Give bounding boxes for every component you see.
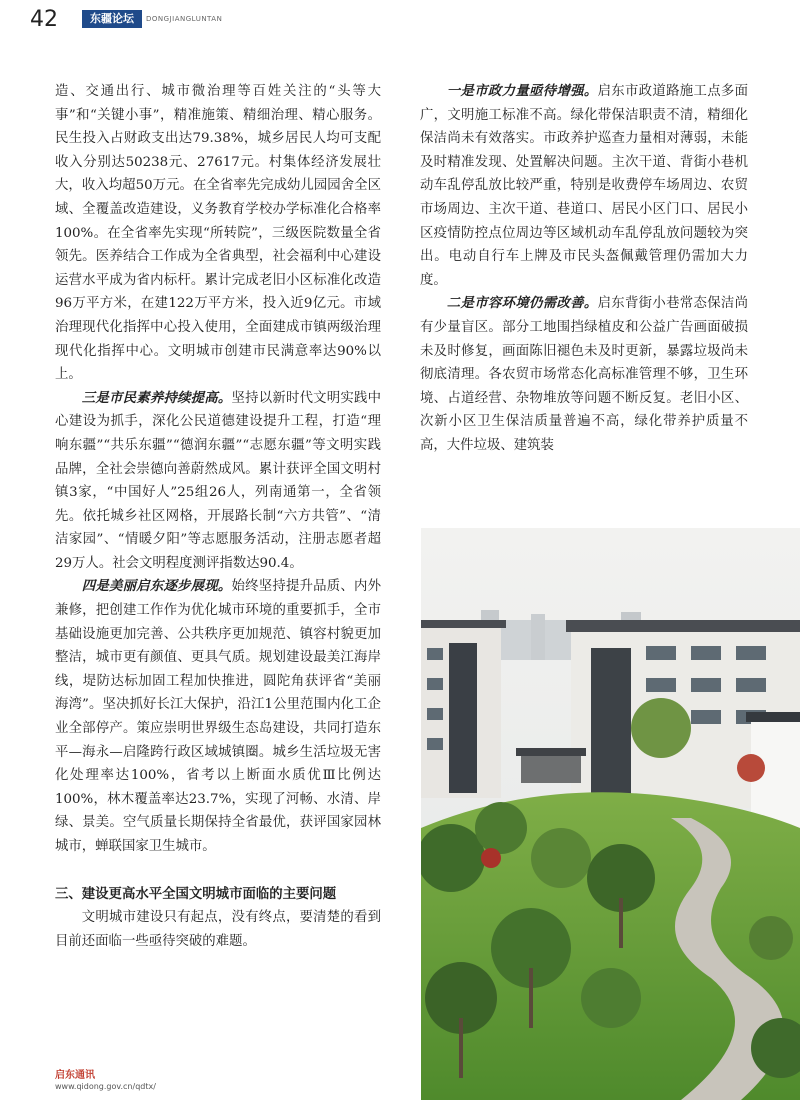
- park-residential-photo: [421, 528, 800, 1100]
- column-title-badge: 东疆论坛: [82, 10, 142, 28]
- paragraph-lead: 一是市政力量亟待增强。: [446, 84, 598, 99]
- paragraph-body: 坚持以新时代文明实践中心建设为抓手，深化公民道德建设提升工程，打造“理响东疆”“共乐东疆”“德润东疆”“志愿东疆”等文明实践品牌，全社会崇德向善蔚然成风。累计获评全国文明村镇3家，“中国好人”25组26人，列南通第一，全省领先。依托城乡社区网格，开展路长制“六方共管”、“清洁家园”、“情暖夕阳”等志愿服务活动，注册志愿者超29万人。社会文明程度测评指数达90.4。: [55, 390, 382, 571]
- page-number: 42: [30, 6, 58, 32]
- page-footer: [55, 1066, 156, 1091]
- footer-url: www.qidong.gov.cn/qdtx/: [55, 1082, 156, 1091]
- paragraph: [420, 292, 748, 457]
- paragraph: [420, 80, 748, 292]
- paragraph-lead: 四是美丽启东逐步展现。: [81, 579, 232, 595]
- page-header: [30, 6, 222, 32]
- left-text-column: [55, 80, 381, 953]
- paragraph: 文明城市建设只有起点，没有终点，要清楚的看到目前还面临一些亟待突破的难题。: [55, 910, 381, 949]
- right-text-column: [420, 80, 748, 458]
- section-heading: 三、建设更高水平全国文明城市面临的主要问题: [55, 886, 337, 902]
- paragraph: [55, 387, 381, 576]
- paragraph-lead: 三是市民素养持续提高。: [81, 390, 232, 406]
- paragraph-body: 始终坚持提升品质、内外兼修，把创建工作作为优化城市环境的重要抓手，全市基础设施更加完善、公共秩序更加规范、镇容村貌更加整洁，城市更有颜值、更具气质。规划建设最美江海岸线，堤防达标加固工程加快推进，圆陀角获评省“美丽海湾”。坚决抓好长江大保护，沿江1公里范围内化工企业全部停产。策应崇明世界级生态岛建设，共同打造东平—海永—启隆跨行政区域城镇圈。城乡生活垃圾无害化处理率达100%，省考以上断面水质优Ⅲ比例达100%，林木覆盖率达23.7%，实现了河畅、水清、岸绿、景美。空气质量长期保持全省最优，获评国家园林城市，蝉联国家卫生城市。: [55, 579, 382, 854]
- paragraph-lead: 二是市容环境仍需改善。: [446, 296, 598, 312]
- paragraph: 造、交通出行、城市微治理等百姓关注的“头等大事”和“关键小事”，精准施策、精细治理、精心服务。民生投入占财政支出达79.38%，城乡居民人均可支配收入分别达50238元、27617元。村集体经济发展壮大，收入均超50万元。在全省率先完成幼儿园园舍全区域、全覆盖改造建设，义务教育学校办学标准化合格率100%。在全省率先实现“所转院”，三级医院数量全省领先。医养结合工作成为全省典型，社会福利中心建设运营水平成为省内标杆。累计完成老旧小区标准化改造96万平方米，在建122万平方米，投入近9亿元。市域治理现代化指挥中心投入使用，全面建成市镇两级治理现代化指挥中心。文明城市创建市民满意率达90%以上。: [55, 84, 381, 383]
- footer-brand: 启东通讯: [55, 1070, 95, 1081]
- paragraph-body: 启东背街小巷常态保洁尚有少量盲区。部分工地围挡绿植皮和公益广告画面破损未及时修复，画面陈旧褪色未及时更新，暴露垃圾尚未彻底清理。各农贸市场常态化高标准管理不够，卫生环境、占道经营、杂物堆放等问题不断反复。老旧小区、次新小区卫生保洁质量普遍不高，绿化带养护质量不高，大件垃圾、建筑装: [420, 296, 749, 453]
- paragraph-body: 启东市政道路施工点多面广，文明施工标准不高。绿化带保洁职责不清，精细化保洁尚未有效落实。市政养护巡查力量相对薄弱，未能及时精准发现、处置解决问题。主次干道、背街小巷机动车乱停乱放比较严重，特别是收费停车场周边、农贸市场周边、主次干道、巷道口、居民小区门口、居民小区疫情防控点位周边等区域机动车乱停乱放问题较为突出。电动自行车上牌及市民头盔佩戴管理仍需加大力度。: [420, 84, 749, 288]
- paragraph: [55, 575, 381, 858]
- column-title-english: DONGJIANGLUNTAN: [146, 15, 223, 23]
